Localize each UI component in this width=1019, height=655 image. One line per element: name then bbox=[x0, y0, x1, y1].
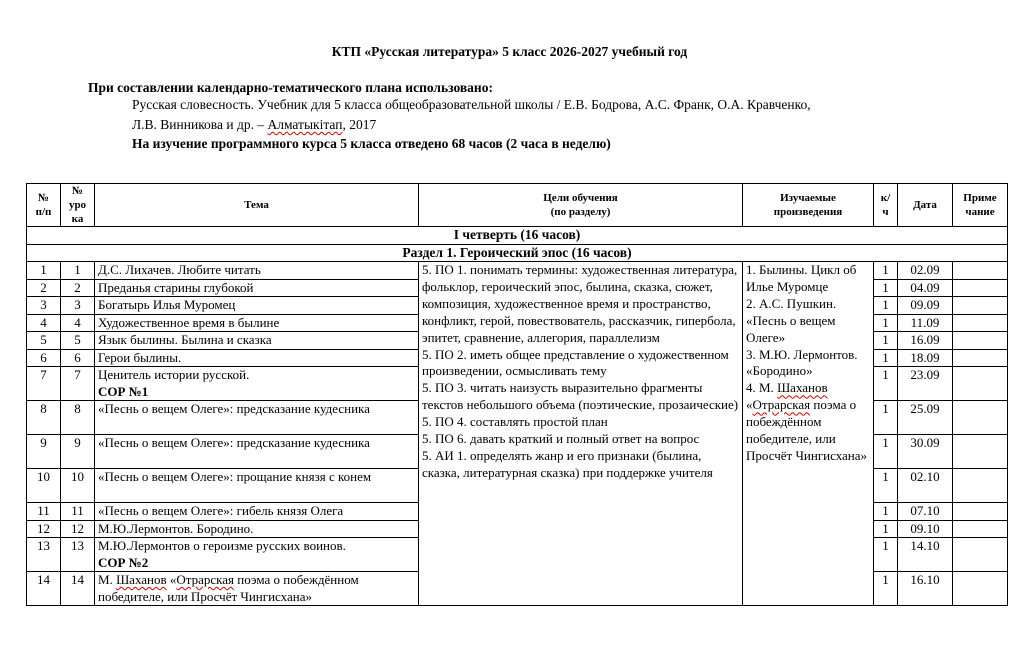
row-date: 07.10 bbox=[898, 503, 953, 521]
row-note bbox=[953, 262, 1008, 280]
row-lesson: 11 bbox=[61, 503, 95, 521]
textbook-year: , 2017 bbox=[342, 117, 377, 132]
section-row: Раздел 1. Героический эпос (16 часов) bbox=[27, 244, 1008, 262]
row-topic: Художественное время в былине bbox=[95, 314, 419, 332]
header-row bbox=[27, 184, 1008, 227]
document-title: КТП «Русская литература» 5 класс 2026-2027 учебный год bbox=[331, 44, 688, 59]
goals-cell bbox=[419, 262, 743, 606]
row-date: 09.10 bbox=[898, 520, 953, 538]
work-title-rest: поэма о побеждённом победителе, или Просчёт Чингисхана» bbox=[746, 397, 868, 463]
row-hours: 1 bbox=[874, 401, 898, 435]
row-date: 04.09 bbox=[898, 279, 953, 297]
goal-item: 5. ПО 6. давать краткий и полный ответ на вопрос bbox=[422, 431, 700, 447]
row-hours: 1 bbox=[874, 349, 898, 367]
row-lesson: 3 bbox=[61, 297, 95, 315]
row-date: 16.10 bbox=[898, 572, 953, 606]
row-topic: Преданья старины глубокой bbox=[95, 279, 419, 297]
row-date: 14.10 bbox=[898, 538, 953, 572]
row-hours: 1 bbox=[874, 314, 898, 332]
header-goals-line1: Цели обучения bbox=[543, 192, 618, 204]
row-lesson: 14 bbox=[61, 572, 95, 606]
row-topic: М.Ю.Лермонтов. Бородино. bbox=[95, 520, 419, 538]
row-lesson: 7 bbox=[61, 367, 95, 401]
row-topic bbox=[95, 572, 419, 606]
row-note bbox=[953, 401, 1008, 435]
row-hours: 1 bbox=[874, 279, 898, 297]
work-author-name: Шаханов bbox=[777, 380, 828, 396]
row-note bbox=[953, 538, 1008, 572]
row-num: 3 bbox=[27, 297, 61, 315]
header-num: № п/п bbox=[27, 184, 61, 227]
row-topic bbox=[95, 367, 419, 401]
row-num: 10 bbox=[27, 469, 61, 503]
row-lesson: 5 bbox=[61, 332, 95, 350]
row-lesson: 12 bbox=[61, 520, 95, 538]
row-topic-text: Ценитель истории русской. bbox=[98, 367, 250, 382]
row-date: 16.09 bbox=[898, 332, 953, 350]
row-num: 9 bbox=[27, 435, 61, 469]
header-works bbox=[743, 184, 874, 227]
row-topic-author-prefix: М. bbox=[98, 572, 117, 587]
works-cell bbox=[743, 262, 874, 606]
textbook-publisher: Алматыкітап bbox=[267, 117, 343, 132]
row-topic: Богатырь Илья Муромец bbox=[95, 297, 419, 315]
ktp-table bbox=[26, 183, 1008, 606]
row-num: 1 bbox=[27, 262, 61, 280]
row-num: 5 bbox=[27, 332, 61, 350]
row-hours: 1 bbox=[874, 503, 898, 521]
row-lesson: 4 bbox=[61, 314, 95, 332]
header-works-line1: Изучаемые bbox=[780, 192, 836, 204]
row-date: 23.09 bbox=[898, 367, 953, 401]
textbook-line-1: Русская словесность. Учебник для 5 класса общеобразовательной школы / Е.В. Бодрова, А.С. Франк, О.А. Кравченко, bbox=[132, 97, 811, 112]
row-lesson: 8 bbox=[61, 401, 95, 435]
row-topic: «Песнь о вещем Олеге»: гибель князя Олега bbox=[95, 503, 419, 521]
row-note bbox=[953, 367, 1008, 401]
row-note bbox=[953, 332, 1008, 350]
header-works-line2: произведения bbox=[773, 206, 843, 218]
row-topic: Д.С. Лихачев. Любите читать bbox=[95, 262, 419, 280]
quarter-row: I четверть (16 часов) bbox=[27, 227, 1008, 245]
row-hours: 1 bbox=[874, 297, 898, 315]
goal-item: 5. ПО 4. составлять простой план bbox=[422, 414, 608, 430]
row-num: 6 bbox=[27, 349, 61, 367]
row-num: 7 bbox=[27, 367, 61, 401]
row-note bbox=[953, 349, 1008, 367]
row-note bbox=[953, 469, 1008, 503]
row-lesson: 13 bbox=[61, 538, 95, 572]
row-lesson: 2 bbox=[61, 279, 95, 297]
row-hours: 1 bbox=[874, 538, 898, 572]
row-note bbox=[953, 279, 1008, 297]
row-num: 12 bbox=[27, 520, 61, 538]
header-note: Приме чание bbox=[953, 184, 1008, 227]
header-goals-line2: (по разделу) bbox=[550, 206, 611, 218]
row-topic: «Песнь о вещем Олеге»: предсказание кудесника bbox=[95, 401, 419, 435]
row-date: 25.09 bbox=[898, 401, 953, 435]
row-note bbox=[953, 314, 1008, 332]
row-num: 13 bbox=[27, 538, 61, 572]
intro-heading: При составлении календарно-тематического плана использовано: bbox=[88, 80, 493, 95]
row-num: 14 bbox=[27, 572, 61, 606]
row-note bbox=[953, 435, 1008, 469]
row-num: 8 bbox=[27, 401, 61, 435]
header-date: Дата bbox=[898, 184, 953, 227]
row-date: 11.09 bbox=[898, 314, 953, 332]
row-hours: 1 bbox=[874, 367, 898, 401]
row-note bbox=[953, 520, 1008, 538]
row-topic-text: М.Ю.Лермонтов о героизме русских воинов. bbox=[98, 538, 346, 553]
row-date: 30.09 bbox=[898, 435, 953, 469]
goal-item: 5. ПО 2. иметь общее представление о художественном произведении, осмысливать тему bbox=[422, 346, 729, 379]
row-topic: Язык былины. Былина и сказка bbox=[95, 332, 419, 350]
header-topic: Тема bbox=[95, 184, 419, 227]
row-note bbox=[953, 503, 1008, 521]
goal-item: 5. ПО 3. читать наизусть выразительно фрагменты текстов небольшого объема (поэтические, прозаические) bbox=[422, 380, 739, 413]
row-topic-author-name: Шаханов bbox=[116, 572, 167, 587]
row-note bbox=[953, 572, 1008, 606]
row-num: 4 bbox=[27, 314, 61, 332]
work-title-word: Отрарская bbox=[752, 397, 811, 413]
row-hours: 1 bbox=[874, 520, 898, 538]
row-lesson: 10 bbox=[61, 469, 95, 503]
row-lesson: 6 bbox=[61, 349, 95, 367]
textbook-line-2 bbox=[132, 117, 376, 133]
row-num: 2 bbox=[27, 279, 61, 297]
work-quote-open: « bbox=[746, 397, 753, 413]
row-hours: 1 bbox=[874, 435, 898, 469]
row-date: 09.09 bbox=[898, 297, 953, 315]
row-date: 02.09 bbox=[898, 262, 953, 280]
row-topic: «Песнь о вещем Олеге»: прощание князя с конем bbox=[95, 469, 419, 503]
textbook-authors: Л.В. Винникова и др. – bbox=[132, 117, 268, 132]
work-item bbox=[746, 380, 870, 465]
hours-note: На изучение программного курса 5 класса отведено 68 часов (2 часа в неделю) bbox=[132, 136, 611, 151]
header-lesson: № уро ка bbox=[61, 184, 95, 227]
work-item: 1. Былины. Цикл об Илье Муромце bbox=[746, 262, 857, 294]
goal-item: 5. АИ 1. определять жанр и его признаки (былина, сказка, литературная сказка) при поддержке учителя bbox=[422, 447, 713, 480]
row-lesson: 9 bbox=[61, 435, 95, 469]
sor-label: СОР №2 bbox=[98, 554, 149, 570]
header-goals bbox=[419, 184, 743, 227]
header-hours: к/ ч bbox=[874, 184, 898, 227]
row-num: 11 bbox=[27, 503, 61, 521]
work-author-prefix: 4. М. bbox=[746, 380, 778, 396]
row-hours: 1 bbox=[874, 572, 898, 606]
work-item: 3. М.Ю. Лермонтов. «Бородино» bbox=[746, 346, 858, 379]
row-hours: 1 bbox=[874, 469, 898, 503]
work-item: 2. А.С. Пушкин. «Песнь о вещем Олеге» bbox=[746, 295, 837, 345]
row-topic: «Песнь о вещем Олеге»: предсказание кудесника bbox=[95, 435, 419, 469]
row-hours: 1 bbox=[874, 262, 898, 280]
goal-item: 5. ПО 1. понимать термины: художественная литература, фольклор, героический эпос, былина, сказка, сюжет, композиция, художественное время и пространство, конфликт, герой, повествователь, рассказчик, гипербола, эпитет, сравнение, аллегория, параллелизм bbox=[422, 262, 738, 345]
row-topic: Герои былины. bbox=[95, 349, 419, 367]
row-hours: 1 bbox=[874, 332, 898, 350]
row-lesson: 1 bbox=[61, 262, 95, 280]
table-row bbox=[27, 262, 1008, 280]
row-date: 02.10 bbox=[898, 469, 953, 503]
row-note bbox=[953, 297, 1008, 315]
sor-label: СОР №1 bbox=[98, 383, 149, 399]
row-topic-quote-open: « bbox=[166, 572, 177, 587]
row-topic-title-word: Отрарская bbox=[176, 572, 235, 587]
row-topic-title-rest: поэма о побеждённом победителе, или Просчёт Чингисхана» bbox=[98, 572, 359, 604]
row-topic bbox=[95, 538, 419, 572]
row-date: 18.09 bbox=[898, 349, 953, 367]
